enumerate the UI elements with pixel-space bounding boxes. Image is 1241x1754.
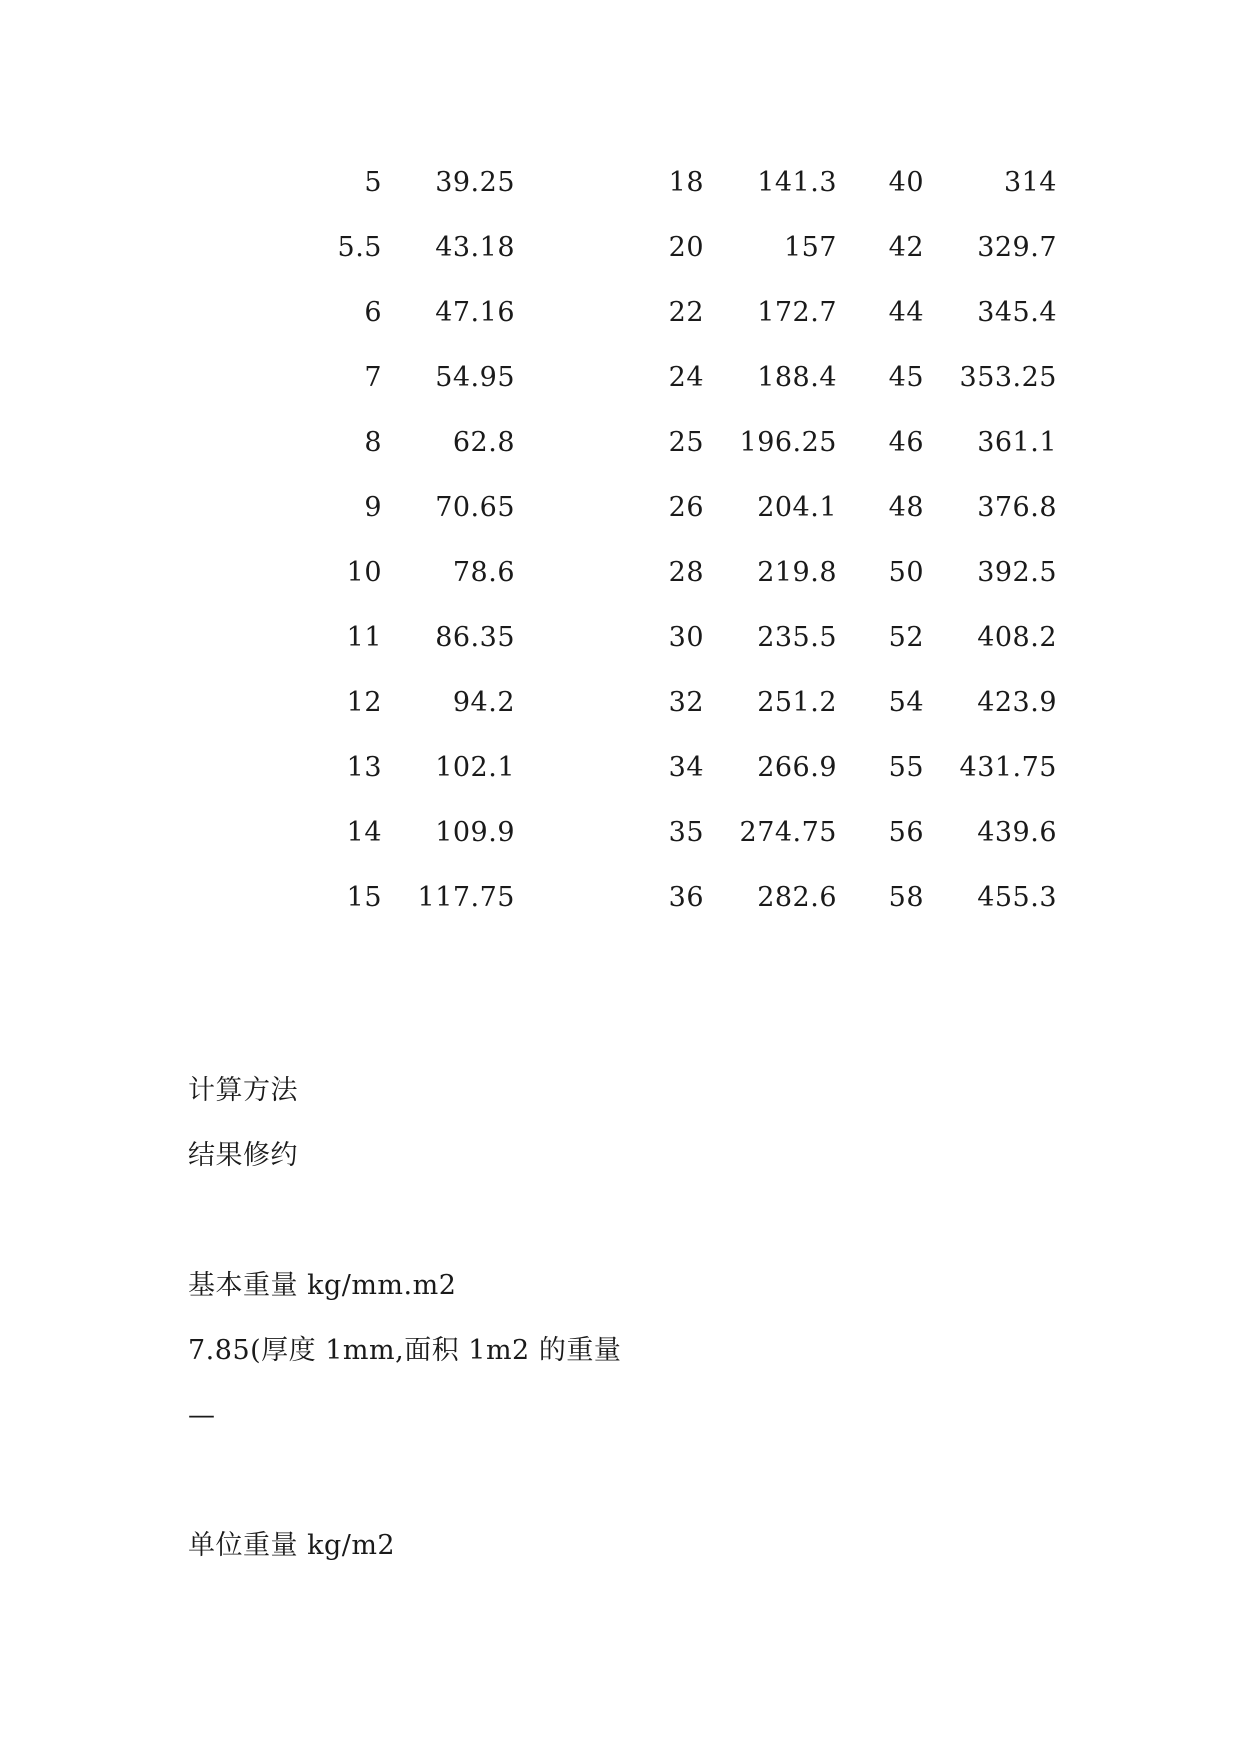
table-cell: 439.6 <box>977 817 1057 848</box>
table-cell: 36 <box>668 882 704 913</box>
table-cell: 219.8 <box>757 557 837 588</box>
table-cell: 408.2 <box>977 622 1057 653</box>
table-cell: 42 <box>888 232 924 263</box>
table-cell: 40 <box>888 167 924 198</box>
table-cell: 50 <box>888 557 924 588</box>
table-cell: 361.1 <box>977 427 1057 458</box>
table-row <box>0 683 1241 723</box>
table-cell: 56 <box>888 817 924 848</box>
table-cell: 12 <box>346 687 382 718</box>
table-cell: 266.9 <box>757 752 837 783</box>
table-row <box>0 228 1241 268</box>
table-cell: 188.4 <box>757 362 837 393</box>
table-cell: 314 <box>1003 167 1057 198</box>
table-cell: 22 <box>668 297 704 328</box>
table-cell: 94.2 <box>452 687 515 718</box>
heading-result-rounding: 结果修约 <box>188 1140 298 1171</box>
table-row <box>0 618 1241 658</box>
table-cell: 235.5 <box>757 622 837 653</box>
table-cell: 6 <box>364 297 382 328</box>
table-cell: 10 <box>346 557 382 588</box>
table-cell: 43.18 <box>435 232 515 263</box>
table-cell: 55 <box>888 752 924 783</box>
table-cell: 26 <box>668 492 704 523</box>
table-cell: 62.8 <box>452 427 515 458</box>
table-cell: 196.25 <box>739 427 837 458</box>
table-row <box>0 553 1241 593</box>
heading-calculation-method: 计算方法 <box>188 1075 298 1106</box>
table-cell: 34 <box>668 752 704 783</box>
table-cell: 423.9 <box>977 687 1057 718</box>
table-row <box>0 813 1241 853</box>
table-cell: 345.4 <box>977 297 1057 328</box>
table-cell: 20 <box>668 232 704 263</box>
table-row <box>0 423 1241 463</box>
table-cell: 18 <box>668 167 704 198</box>
table-row <box>0 358 1241 398</box>
basic-weight-label: 基本重量 kg/mm.m2 <box>188 1270 457 1301</box>
table-cell: 11 <box>346 622 382 653</box>
table-cell: 392.5 <box>977 557 1057 588</box>
table-cell: 7 <box>364 362 382 393</box>
table-cell: 54.95 <box>435 362 515 393</box>
table-row <box>0 488 1241 528</box>
table-cell: 282.6 <box>757 882 837 913</box>
table-row <box>0 878 1241 918</box>
table-cell: 353.25 <box>959 362 1057 393</box>
table-cell: 13 <box>346 752 382 783</box>
table-cell: 376.8 <box>977 492 1057 523</box>
table-cell: 44 <box>888 297 924 328</box>
table-cell: 78.6 <box>452 557 515 588</box>
table-cell: 30 <box>668 622 704 653</box>
table-cell: 9 <box>364 492 382 523</box>
table-cell: 54 <box>888 687 924 718</box>
table-cell: 455.3 <box>977 882 1057 913</box>
table-cell: 251.2 <box>757 687 837 718</box>
table-cell: 157 <box>783 232 837 263</box>
dash-separator: — <box>188 1400 216 1431</box>
table-cell: 329.7 <box>977 232 1057 263</box>
table-cell: 172.7 <box>757 297 837 328</box>
table-cell: 15 <box>346 882 382 913</box>
table-cell: 109.9 <box>435 817 515 848</box>
table-cell: 46 <box>888 427 924 458</box>
table-cell: 204.1 <box>757 492 837 523</box>
table-cell: 102.1 <box>435 752 515 783</box>
table-cell: 70.65 <box>435 492 515 523</box>
table-cell: 8 <box>364 427 382 458</box>
table-cell: 431.75 <box>959 752 1057 783</box>
table-row <box>0 293 1241 333</box>
table-cell: 274.75 <box>739 817 837 848</box>
unit-weight-label: 单位重量 kg/m2 <box>188 1530 396 1561</box>
table-cell: 32 <box>668 687 704 718</box>
table-cell: 86.35 <box>435 622 515 653</box>
table-cell: 39.25 <box>435 167 515 198</box>
table-cell: 47.16 <box>435 297 515 328</box>
table-cell: 52 <box>888 622 924 653</box>
table-cell: 5.5 <box>337 232 382 263</box>
table-cell: 5 <box>364 167 382 198</box>
table-cell: 58 <box>888 882 924 913</box>
table-cell: 28 <box>668 557 704 588</box>
table-row <box>0 163 1241 203</box>
table-cell: 45 <box>888 362 924 393</box>
table-cell: 141.3 <box>757 167 837 198</box>
table-cell: 117.75 <box>417 882 515 913</box>
table-row <box>0 748 1241 788</box>
table-cell: 14 <box>346 817 382 848</box>
table-cell: 24 <box>668 362 704 393</box>
basic-weight-value: 7.85(厚度 1mm,面积 1m2 的重量 <box>188 1335 622 1366</box>
table-cell: 25 <box>668 427 704 458</box>
table-cell: 48 <box>888 492 924 523</box>
table-cell: 35 <box>668 817 704 848</box>
